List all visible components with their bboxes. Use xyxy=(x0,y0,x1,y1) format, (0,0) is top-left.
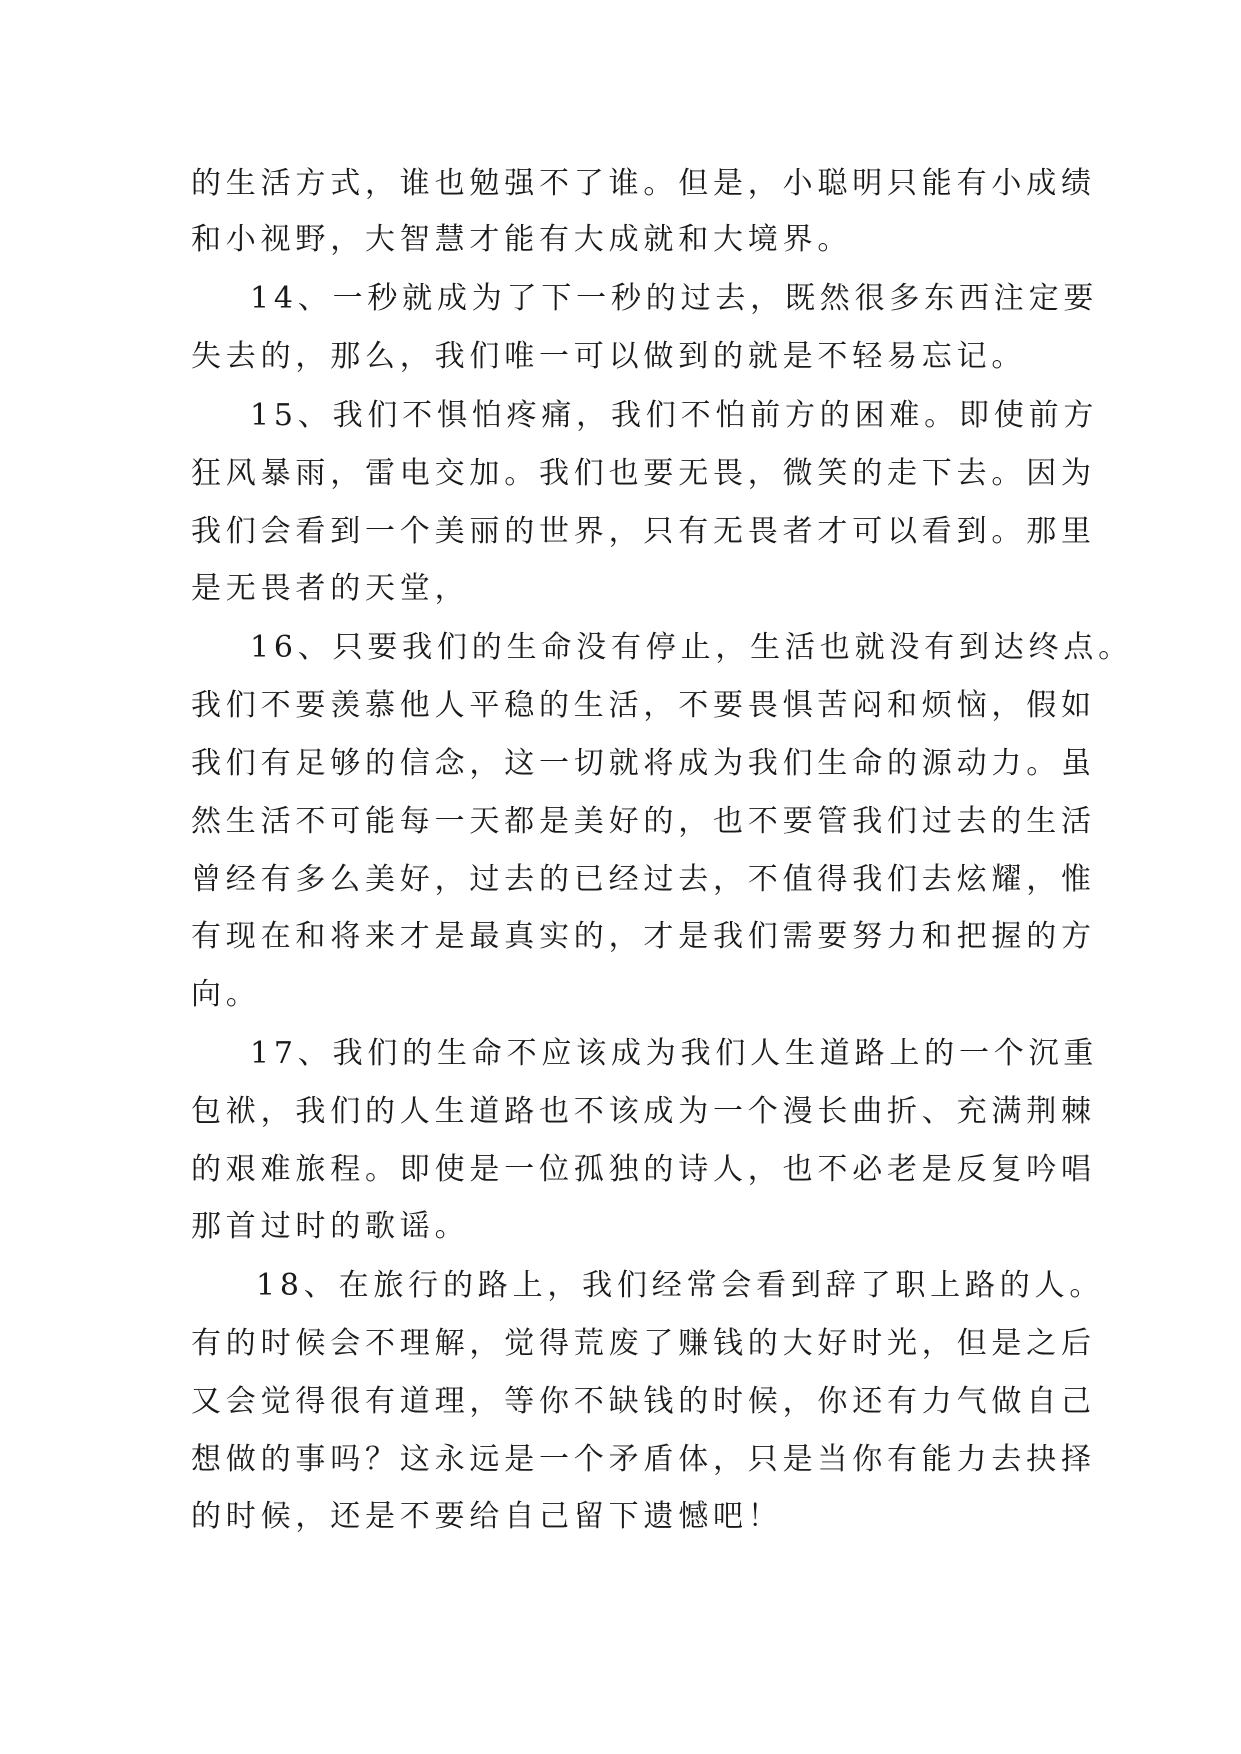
paragraph-17-first-line: 17、我们的生命不应该成为我们人生道路上的一个沉重 xyxy=(250,1036,1099,1071)
text-line: 的时候，还是不要给自己留下遗憾吧！ xyxy=(191,1499,783,1534)
text-line: 又会觉得很有道理，等你不缺钱的时候，你还有力气做自己 xyxy=(191,1384,1096,1419)
paragraph-18-first-line: 18、在旅行的路上，我们经常会看到辞了职上路的人。 xyxy=(256,1268,1105,1303)
text-line: 失去的，那么，我们唯一可以做到的就是不轻易忘记。 xyxy=(191,339,1027,374)
text-line: 的艰难旅程。即使是一位孤独的诗人，也不必老是反复吟唱 xyxy=(191,1152,1096,1187)
text-line: 然生活不可能每一天都是美好的，也不要管我们过去的生活 xyxy=(191,804,1096,839)
text-line: 狂风暴雨，雷电交加。我们也要无畏，微笑的走下去。因为 xyxy=(191,456,1096,491)
text-line: 有现在和将来才是最真实的，才是我们需要努力和把握的方 xyxy=(191,919,1096,954)
text-line: 的生活方式，谁也勉强不了谁。但是，小聪明只能有小成绩 xyxy=(191,166,1096,201)
text-line: 我们不要羡慕他人平稳的生活，不要畏惧苦闷和烦恼，假如 xyxy=(191,688,1096,723)
paragraph-14-first-line: 14、一秒就成为了下一秒的过去，既然很多东西注定要 xyxy=(250,281,1099,316)
text-line: 有的时候会不理解，觉得荒废了赚钱的大好时光，但是之后 xyxy=(191,1326,1096,1361)
text-line: 向。 xyxy=(191,977,261,1012)
paragraph-16-first-line: 16、只要我们的生命没有停止，生活也就没有到达终点。 xyxy=(250,630,1133,665)
text-line: 和小视野，大智慧才能有大成就和大境界。 xyxy=(191,222,853,257)
text-line: 曾经有多么美好，过去的已经过去，不值得我们去炫耀，惟 xyxy=(191,862,1096,897)
text-line: 包袱，我们的人生道路也不该成为一个漫长曲折、充满荆棘 xyxy=(191,1094,1096,1129)
text-line: 那首过时的歌谣。 xyxy=(191,1209,470,1244)
paragraph-15-first-line: 15、我们不惧怕疼痛，我们不怕前方的困难。即使前方 xyxy=(250,398,1099,433)
text-line: 是无畏者的天堂， xyxy=(191,571,470,606)
text-line: 我们有足够的信念，这一切就将成为我们生命的源动力。虽 xyxy=(191,746,1096,781)
text-line: 想做的事吗？这永远是一个矛盾体，只是当你有能力去抉择 xyxy=(191,1442,1096,1477)
text-line: 我们会看到一个美丽的世界，只有无畏者才可以看到。那里 xyxy=(191,514,1096,549)
